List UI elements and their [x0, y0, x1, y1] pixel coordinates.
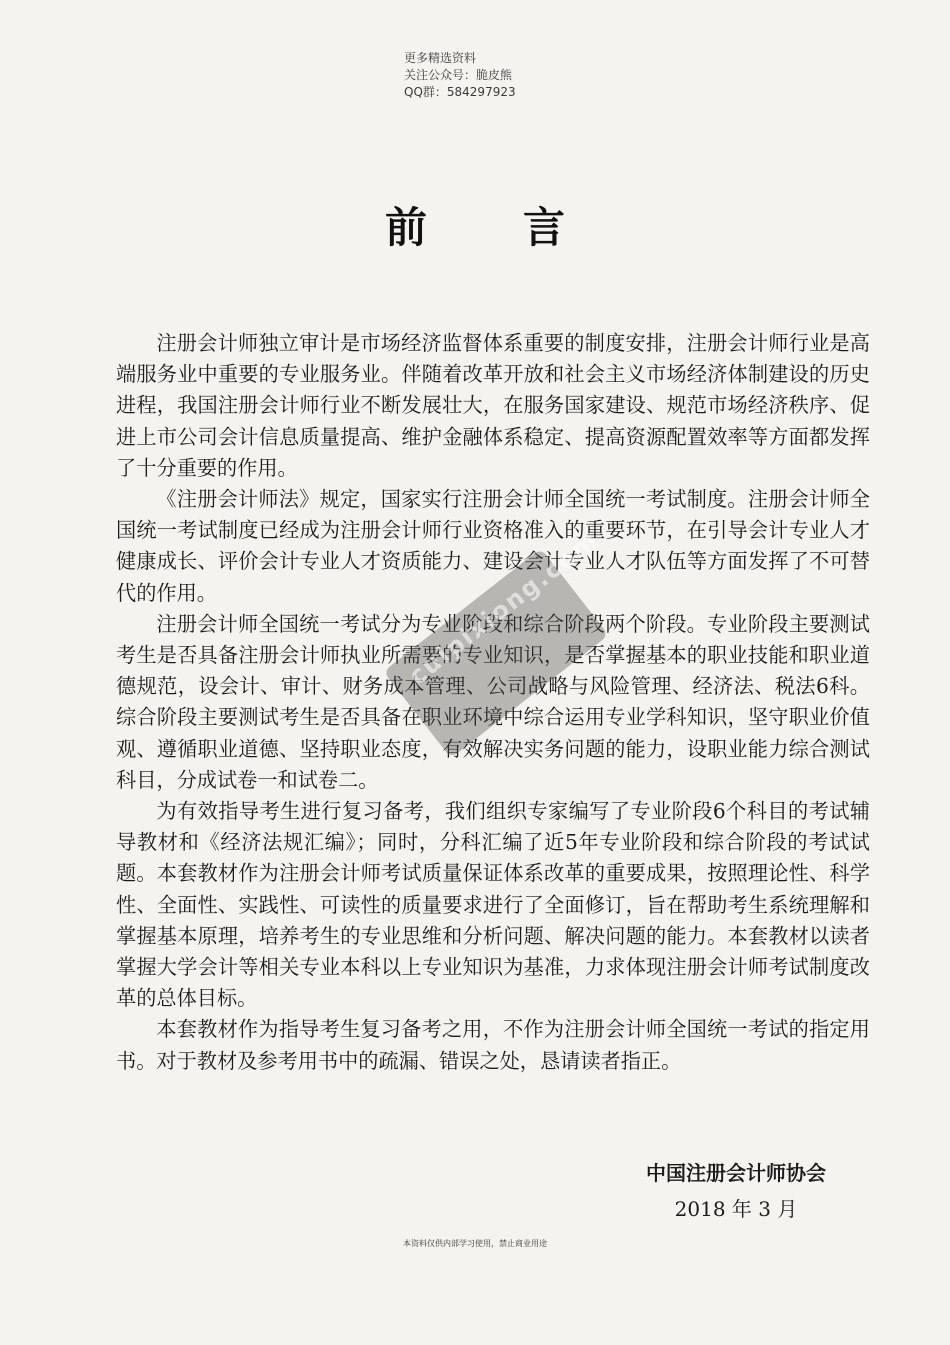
signature-organization: 中国注册会计师协会	[646, 1161, 826, 1185]
header-note-line2: 关注公众号：脆皮熊	[404, 68, 513, 82]
paragraph-2: 《注册会计师法》规定，国家实行注册会计师全国统一考试制度。注册会计师全国统一考试制度已经成为注册会计师行业资格准入的重要环节，在引导会计专业人才健康成长、评价会计专业人才资质能力、建设会计专业人才队伍等方面发挥了不可替代的作用。	[116, 487, 870, 605]
footer-note: 本资料仅供内部学习使用，禁止商业用途	[403, 1239, 547, 1248]
paragraph-5: 本套教材作为指导考生复习备考之用，不作为注册会计师全国统一考试的指定用书。对于教材及参考用书中的疏漏、错误之处，恳请读者指正。	[116, 1017, 870, 1073]
paragraph-1: 注册会计师独立审计是市场经济监督体系重要的制度安排，注册会计师行业是高端服务业中重要的专业服务业。伴随着改革开放和社会主义市场经济体制建设的历史进程，我国注册会计师行业不断发展壮大，在服务国家建设、规范市场经济秩序、促进上市公司会计信息质量提高、维护金融体系稳定、提高资源配置效率等方面都发挥了十分重要的作用。	[116, 331, 870, 480]
header-note	[404, 50, 516, 101]
page-title: 前言	[384, 203, 661, 252]
paragraph-4: 为有效指导考生进行复习备考，我们组织专家编写了专业阶段6个科目的考试辅导教材和《经济法规汇编》；同时，分科汇编了近5年专业阶段和综合阶段的考试试题。本套教材作为注册会计师考试质量保证体系改革的重要成果，按照理论性、科学性、全面性、实践性、可读性的质量要求进行了全面修订，旨在帮助考生系统理解和掌握基本原理，培养考生的专业思维和分析问题、解决问题的能力。本套教材以读者掌握大学会计等相关专业本科以上专业知识为基准，力求体现注册会计师考试制度改革的总体目标。	[116, 799, 870, 1011]
signature-block	[646, 1155, 826, 1227]
header-note-line3: QQ群：584297923	[404, 85, 516, 99]
paragraph-3: 注册会计师全国统一考试分为专业阶段和综合阶段两个阶段。专业阶段主要测试考生是否具备注册会计师执业所需要的专业知识，是否掌握基本的职业技能和职业道德规范，设会计、审计、财务成本管理、公司战略与风险管理、经济法、税法6科。综合阶段主要测试考生是否具备在职业环境中综合运用专业学科知识，坚守职业价值观、遵循职业道德、坚持职业态度，有效解决实务问题的能力，设职业能力综合测试科目，分成试卷一和试卷二。	[116, 611, 870, 792]
signature-date: 2018 年 3 月	[674, 1197, 798, 1221]
preface-body	[116, 328, 870, 1077]
header-note-line1: 更多精选资料	[404, 51, 477, 65]
watermark-text: cuipixiong.com	[403, 525, 604, 691]
